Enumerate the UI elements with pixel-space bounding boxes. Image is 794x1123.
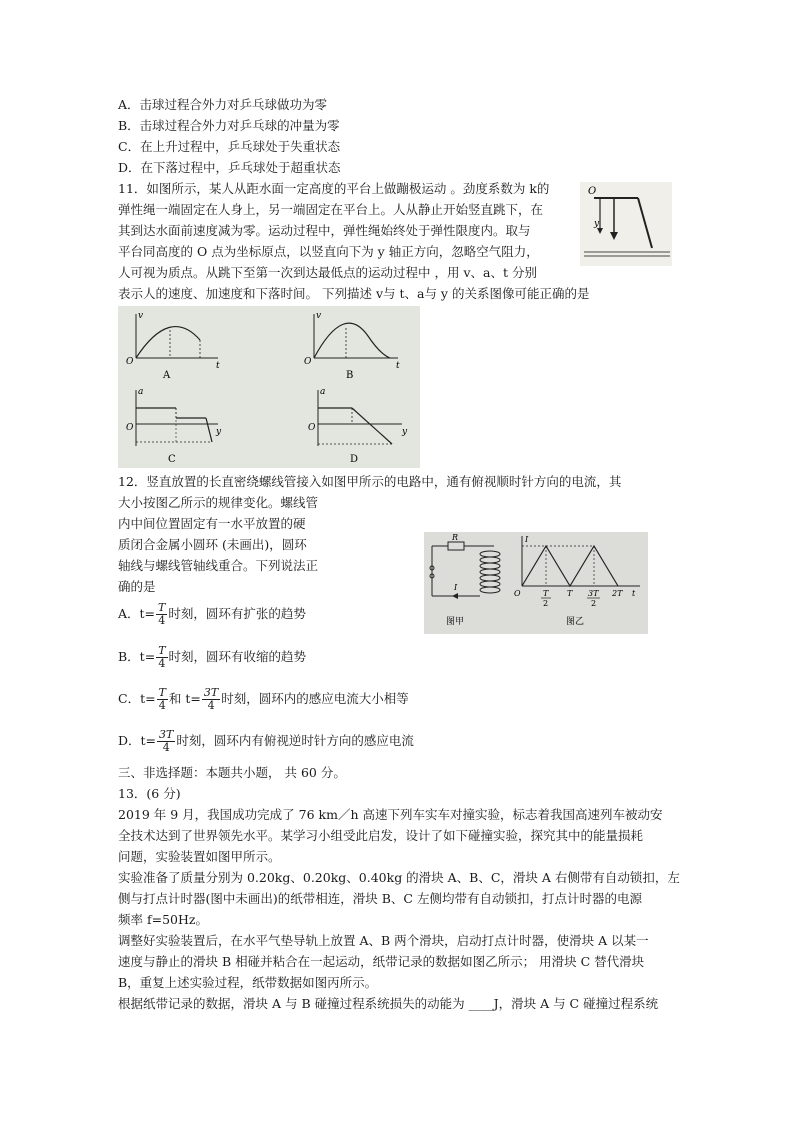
svg-text:O: O: [126, 357, 134, 367]
graph-b: [304, 311, 400, 381]
svg-text:y: y: [216, 427, 222, 437]
q11-line-1: 11．如图所示，某人从距水面一定高度的平台上做蹦极运动 。劲度系数为 k的: [118, 181, 550, 196]
graph-c: [126, 387, 222, 465]
svg-text:v: v: [138, 311, 144, 321]
svg-text:O: O: [308, 423, 316, 433]
svg-text:T: T: [567, 589, 573, 598]
graph-c-label: C: [168, 454, 176, 465]
q13-line-6: 频率 f=50Hz。: [118, 912, 208, 927]
q13-line-9: B，重复上述实验过程，纸带数据如图丙所示。: [118, 975, 378, 990]
graph-b-label: B: [346, 370, 354, 381]
svg-text:I: I: [525, 535, 529, 544]
q11-line-2: 弹性绳一端固定在人身上，另一端固定在平台上。人从静止开始竖直跳下，在: [118, 202, 544, 217]
q12-line-5: 轴线与螺线管轴线重合。下列说法正: [118, 558, 319, 573]
section-3-heading: 三、非选择题：本题共小题， 共 60 分。: [118, 765, 346, 780]
q12-option-a: A．t= $\frac{T}{4}$ 时刻，圆环有扩张的趋势: [118, 601, 306, 627]
svg-text:t: t: [632, 589, 636, 598]
svg-text:a: a: [138, 387, 144, 397]
q10-option-a: A．击球过程合外力对乒乓球做功为零: [118, 97, 328, 112]
svg-text:O: O: [126, 423, 134, 433]
svg-text:O: O: [304, 357, 312, 367]
q13-line-7: 调整好实验装置后，在水平气垫导轨上放置 A、B 两个滑块，启动打点计时器，使滑块 A 以某一: [118, 933, 649, 948]
svg-text:y: y: [402, 427, 408, 437]
q11-line-5: 人可视为质点。从跳下至第一次到达最低点的运动过程中 ，用 v、a、t 分别: [118, 265, 537, 280]
svg-text:2: 2: [543, 599, 549, 608]
q11-graphs: [118, 306, 420, 468]
svg-text:3T: 3T: [588, 589, 599, 598]
graph-a: [126, 311, 220, 381]
q13-line-10: 根据纸带记录的数据，滑块 A 与 B 碰撞过程系统损失的动能为 ____J，滑块 A 与 C 碰撞过程系统: [118, 996, 659, 1011]
q11-line-3: 其到达水面前速度减为零。运动过程中，弹性绳始终处于弹性限度内。取与: [118, 223, 531, 238]
q12-line-6: 确的是: [118, 579, 156, 594]
q12-line-2: 大小按图乙所示的规律变化。螺线管: [118, 495, 319, 510]
q12-figure: [424, 532, 648, 634]
svg-text:T: T: [543, 589, 549, 598]
graph-a-label: A: [163, 370, 171, 381]
svg-text:O: O: [514, 589, 521, 598]
svg-text:2: 2: [591, 599, 597, 608]
q13-line-3: 问题，实验装置如图甲所示。: [118, 849, 281, 864]
q10-option-d: D．在下落过程中，乒乓球处于超重状态: [118, 160, 341, 175]
q13-line-8: 速度与静止的滑块 B 相碰并粘合在一起运动，纸带记录的数据如图乙所示； 用滑块 C 替代滑块: [118, 954, 645, 969]
svg-text:v: v: [316, 311, 322, 321]
svg-text:a: a: [320, 387, 326, 397]
bungee-origin-label: O: [588, 186, 597, 197]
fig-yi-label: 图乙: [566, 617, 585, 627]
svg-text:I: I: [454, 583, 458, 592]
q13-line-1: 2019 年 9 月，我国成功完成了 76 km／h 高速下列车实车对撞实验，标志着我国高速列车被动安: [118, 807, 663, 822]
q12-line-1: 12．竖直放置的长直密绕螺线管接入如图甲所示的电路中，通有俯视顺时针方向的电流，其: [118, 474, 622, 489]
graph-d: [308, 387, 408, 465]
q12-line-4: 质闭合金属小圆环 (未画出)，圆环: [118, 537, 307, 552]
graph-d-label: D: [350, 454, 359, 465]
q10-option-b: B．击球过程合外力对乒乓球的冲量为零: [118, 118, 340, 133]
svg-text:2T: 2T: [612, 589, 623, 598]
svg-text:t: t: [216, 361, 220, 371]
bungee-figure: [580, 182, 672, 266]
q12-option-d: D．t= $\frac{3T}{4}$ 时刻，圆环内有俯视逆时针方向的感应电流: [118, 728, 414, 754]
q12-line-3: 内中间位置固定有一水平放置的硬: [118, 516, 306, 531]
svg-text:R: R: [452, 533, 459, 542]
q13-line-2: 全技术达到了世界领先水平。某学习小组受此启发，设计了如下碰撞实验，探究其中的能量损耗: [118, 828, 644, 843]
q12-option-b: B．t= $\frac{T}{4}$ 时刻，圆环有收缩的趋势: [118, 644, 307, 670]
bungee-y-label: y: [594, 219, 600, 229]
q13-head: 13．(6 分): [118, 786, 181, 801]
q11-line-6: 表示人的速度、加速度和下落时间。 下列描述 v与 t、a与 y 的关系图像可能正确的是: [118, 286, 590, 301]
svg-text:t: t: [396, 361, 400, 371]
current-graph: [514, 535, 640, 627]
solenoid-circuit: [430, 533, 500, 627]
q12-option-c: C．t= $\frac{T}{4}$ 和 t= $\frac{3T}{4}$ 时刻，圆环内的感应电流大小相等: [118, 686, 409, 712]
q10-option-c: C．在上升过程中，乒乓球处于失重状态: [118, 139, 341, 154]
fig-jia-label: 图甲: [446, 617, 465, 627]
q11-line-4: 平台同高度的 O 点为坐标原点，以竖直向下为 y 轴正方向，忽略空气阻力，: [118, 244, 539, 259]
q13-line-4: 实验准备了质量分别为 0.20kg、0.20kg、0.40kg 的滑块 A、B、C，滑块 A 右侧带有自动锁扣，左: [118, 870, 680, 885]
q13-line-5: 侧与打点计时器(图中未画出)的纸带相连，滑块 B、C 左侧均带有自动锁扣，打点计时器的电源: [118, 891, 642, 906]
